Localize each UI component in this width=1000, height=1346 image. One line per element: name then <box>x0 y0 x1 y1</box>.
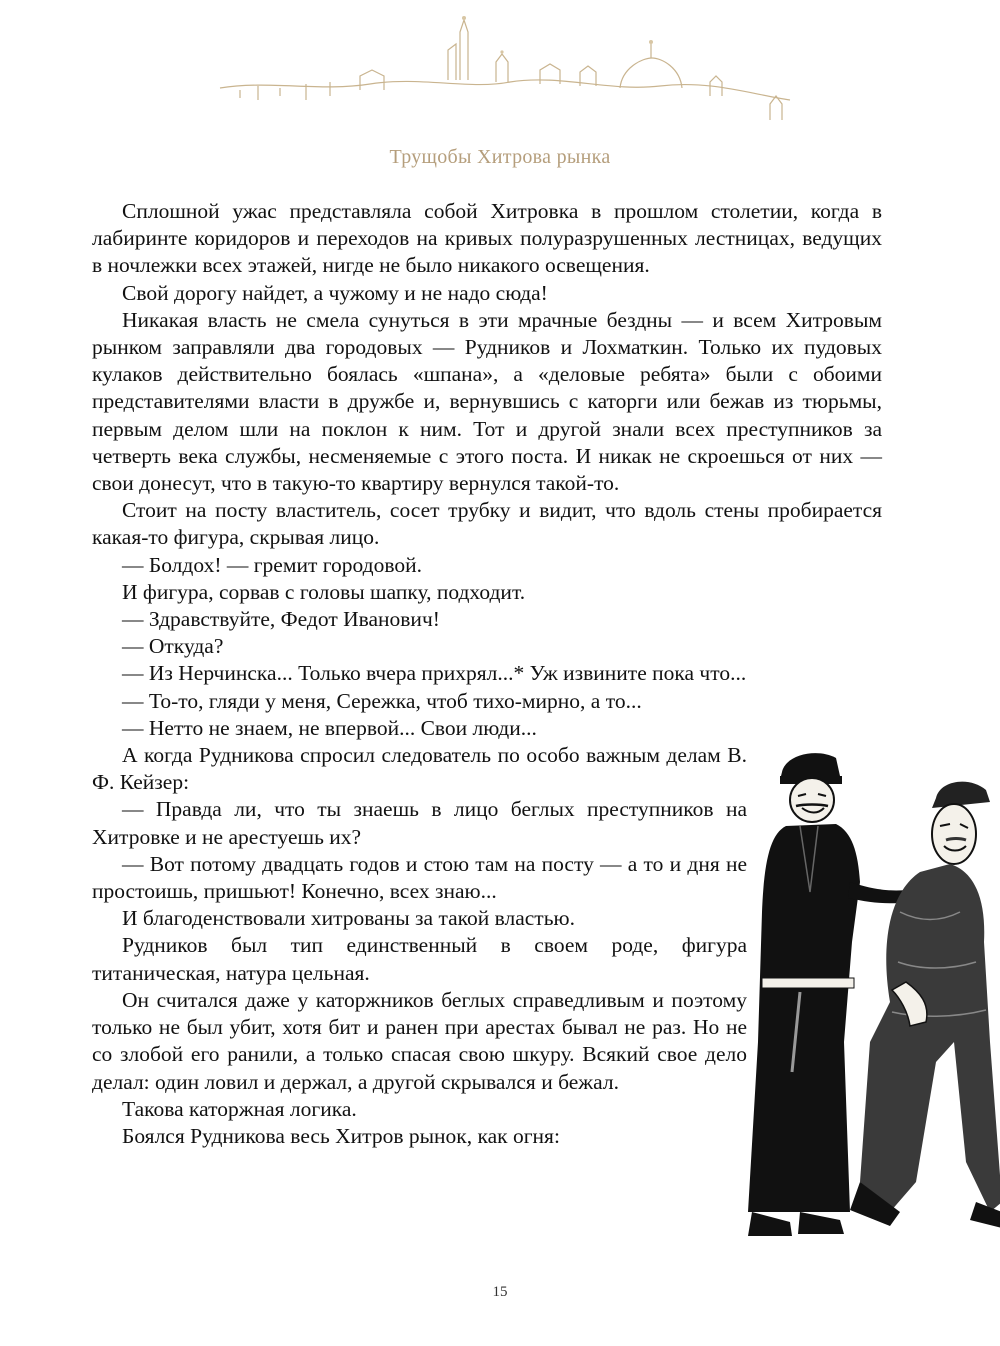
policeman-and-vagrant-illustration <box>740 742 1000 1242</box>
paragraph: Сплошной ужас представляла собой Хитровка в прошлом столетии, когда в лабиринте коридоров и переходов на кривых полуразрушенных лестницах, ведущих в ночлежки всех этажей, нигде не было никакого освещения. <box>92 199 882 278</box>
paragraph: Никакая власть не смела сунуться в эти мрачные бездны — и всем Хитровым рынком заправляли два городовых — Рудников и Лохматкин. Только их пудовых кулаков действительно боялась «шпана», а «деловые ребята» были с обоими представителями власти в дружбе и, вернувшись с каторги или бежав из тюрьмы, первым делом шли на поклон к ним. Тот и другой знали всех преступников за четверть века службы, несменяемые с этого поста. И никак не скроешься от них — свои донесут, что в такую-то квартиру вернулся такой-то. <box>92 307 882 496</box>
running-title: Трущобы Хитрова рынка <box>389 146 611 168</box>
paragraph: И благоденствовали хитрованы за такой властью. <box>122 906 575 931</box>
paragraph: — Откуда? <box>122 634 224 659</box>
page-number: 15 <box>492 1284 508 1300</box>
paragraph: Боялся Рудникова весь Хитров рынок, как огня: <box>122 1123 560 1148</box>
illustration-wrap-column <box>92 660 747 1150</box>
paragraph: И фигура, сорвав с головы шапку, подходит. <box>122 579 526 604</box>
paragraph: Свой дорогу найдет, а чужому и не надо сюда! <box>122 280 548 305</box>
paragraph: — Нетто не знаем, не впервой... Свои люди... <box>122 715 537 740</box>
paragraph: Такова каторжная логика. <box>122 1096 357 1121</box>
paragraph: — Здравствуйте, Федот Иванович! <box>122 607 440 632</box>
paragraph: — То-то, гляди у меня, Сережка, чтоб тихо-мирно, а то... <box>122 688 642 713</box>
paragraph: Он считался даже у каторжников беглых справедливым и поэтому только не был убит, хотя бит и ранен при арестах бывал не раз. Но не со злобой его ранили, а только спасая свою шкуру. Всякий свое дело делал: один ловил и держал, а другой скрывался и бежал. <box>92 987 747 1094</box>
paragraph: — Из Нерчинска... Только вчера прихрял...* Уж извините пока что... <box>122 661 747 686</box>
paragraph: — Вот потому двадцать годов и стою там на посту — а то и дня не простоишь, пришьют! Конечно, всех знаю... <box>92 851 747 904</box>
header-skyline-illustration <box>210 10 800 140</box>
paragraph: — Болдох! — гремит городовой. <box>122 552 422 577</box>
paragraph: Рудников был тип единственный в своем роде, фигура титаническая, натура цельная. <box>92 933 747 985</box>
paragraph: — Правда ли, что ты знаешь в лицо беглых преступников на Хитровке и не арестуешь их? <box>92 797 747 849</box>
paragraph: Стоит на посту властитель, сосет трубку и видит, что вдоль стены пробирается какая-то фигура, скрывая лицо. <box>92 498 882 550</box>
paragraph: А когда Рудникова спросил следователь по особо важным делам В. Ф. Кейзер: <box>92 743 747 795</box>
vagrant-figure <box>850 782 1000 1228</box>
